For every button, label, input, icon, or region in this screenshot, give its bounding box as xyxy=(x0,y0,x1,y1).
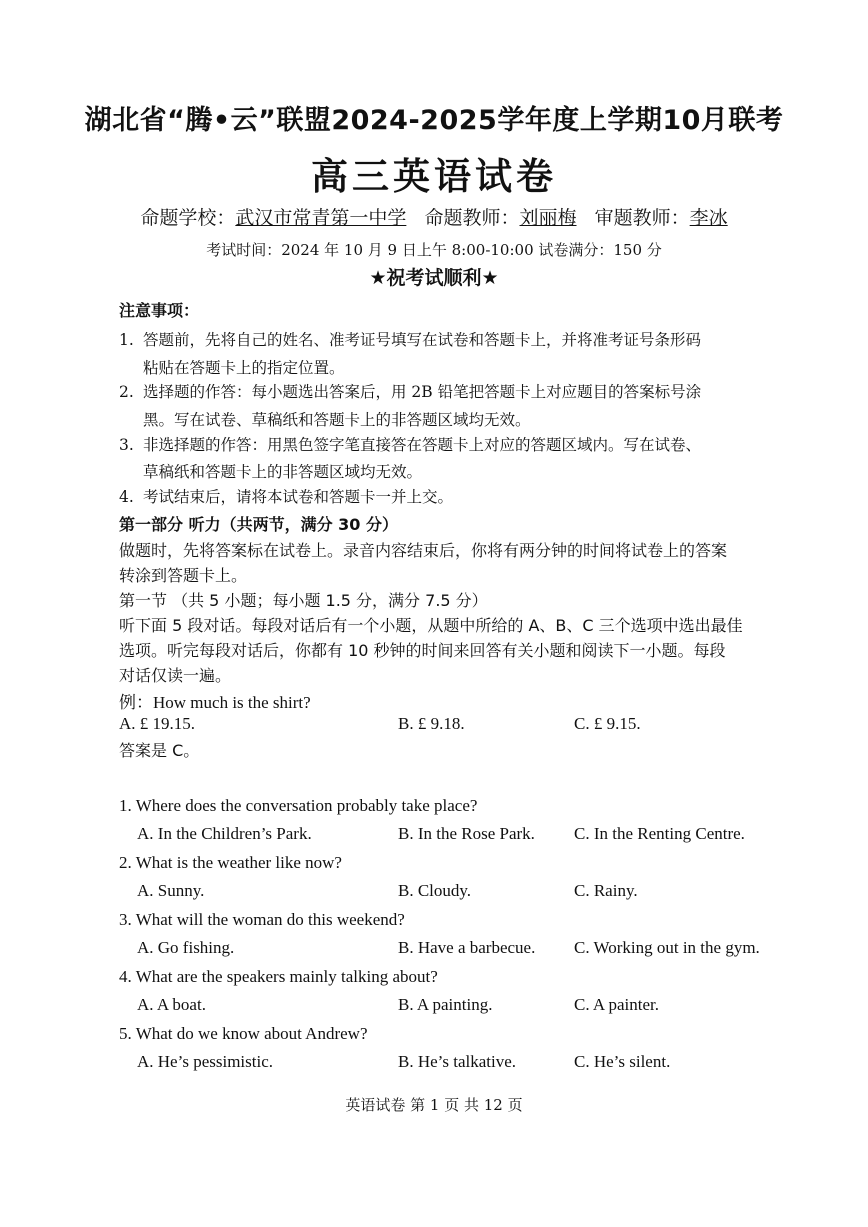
page-footer: 英语试卷 第 1 页 共 12 页 xyxy=(345,1096,523,1114)
part1-intro-cont: 转涂到答题卡上。 xyxy=(119,566,248,585)
setter-name: 刘丽梅 xyxy=(519,207,577,229)
example-option-c: C. £ 9.15. xyxy=(574,714,641,733)
good-luck-line: ★祝考试顺利★ xyxy=(369,267,499,289)
q4-option-b: B. A painting. xyxy=(398,995,493,1014)
q1-option-c: C. In the Renting Centre. xyxy=(574,824,745,843)
q4-option-c: C. A painter. xyxy=(574,995,659,1014)
question-2: 2. What is the weather like now? xyxy=(119,853,342,872)
exam-info: 考试时间：2024 年 10 月 9 日上午 8:00-10:00 试卷满分：150 分 xyxy=(206,241,662,259)
note-item-cont: 黑。写在试卷、草稿纸和答题卡上的非答题区域均无效。 xyxy=(143,411,531,429)
q3-option-a: A. Go fishing. xyxy=(137,938,235,957)
q5-option-b: B. He’s talkative. xyxy=(398,1052,517,1071)
section1-instructions-cont: 对话仅读一遍。 xyxy=(119,666,232,685)
note-item-cont: 草稿纸和答题卡上的非答题区域均无效。 xyxy=(143,463,423,481)
section1-instructions: 听下面 5 段对话。每段对话后有一个小题，从题中所给的 A、B、C 三个选项中选出最佳 xyxy=(119,616,743,635)
q5-option-c: C. He’s silent. xyxy=(574,1052,671,1071)
section1-instructions-cont: 选项。听完每段对话后，你都有 10 秒钟的时间来回答有关小题和阅读下一小题。每段 xyxy=(119,641,726,660)
authors-line xyxy=(0,203,868,230)
note-item: 1. 答题前，先将自己的姓名、准考证号填写在试卷和答题卡上，并将准考证号条形码 xyxy=(119,331,702,349)
q4-option-a: A. A boat. xyxy=(137,995,206,1014)
exam-title: 湖北省“腾•云”联盟2024-2025学年度上学期10月联考 xyxy=(84,105,784,136)
note-item-cont: 粘贴在答题卡上的指定位置。 xyxy=(143,359,345,377)
part1-intro: 做题时，先将答案标在试卷上。录音内容结束后，你将有两分钟的时间将试卷上的答案 xyxy=(119,541,728,560)
q1-option-a: A. In the Children’s Park. xyxy=(137,824,312,843)
note-item: 2. 选择题的作答：每小题选出答案后，用 2B 铅笔把答题卡上对应题目的答案标号涂 xyxy=(119,383,702,401)
question-3: 3. What will the woman do this weekend? xyxy=(119,910,405,929)
question-4: 4. What are the speakers mainly talking about? xyxy=(119,967,438,986)
school-label: 命题学校： xyxy=(140,207,236,229)
example-question: 例：How much is the shirt? xyxy=(119,693,311,712)
notes-heading: 注意事项： xyxy=(119,301,200,320)
q3-option-b: B. Have a barbecue. xyxy=(398,938,536,957)
school-name: 武汉市常青第一中学 xyxy=(235,207,407,229)
q2-option-c: C. Rainy. xyxy=(574,881,638,900)
q1-option-b: B. In the Rose Park. xyxy=(398,824,535,843)
example-answer: 答案是 C。 xyxy=(119,741,200,760)
question-5: 5. What do we know about Andrew? xyxy=(119,1024,368,1043)
note-item: 4. 考试结束后，请将本试卷和答题卡一并上交。 xyxy=(119,488,454,506)
example-option-b: B. £ 9.18. xyxy=(398,714,465,733)
note-item: 3. 非选择题的作答：用黑色签字笔直接答在答题卡上对应的答题区域内。写在试卷、 xyxy=(119,436,702,454)
example-option-a: A. £ 19.15. xyxy=(119,714,196,733)
q3-option-c: C. Working out in the gym. xyxy=(574,938,760,957)
question-1: 1. Where does the conversation probably take place? xyxy=(119,796,478,815)
part1-heading: 第一部分 听力（共两节，满分 30 分） xyxy=(119,515,398,534)
setter-label: 命题教师： xyxy=(424,207,520,229)
reviewer-name: 李冰 xyxy=(689,207,728,229)
section1-heading: 第一节 （共 5 小题；每小题 1.5 分，满分 7.5 分） xyxy=(119,591,488,610)
q2-option-a: A. Sunny. xyxy=(137,881,205,900)
reviewer-label: 审题教师： xyxy=(594,207,690,229)
q2-option-b: B. Cloudy. xyxy=(398,881,472,900)
paper-title: 高三英语试卷 xyxy=(311,155,557,198)
q5-option-a: A. He’s pessimistic. xyxy=(137,1052,273,1071)
